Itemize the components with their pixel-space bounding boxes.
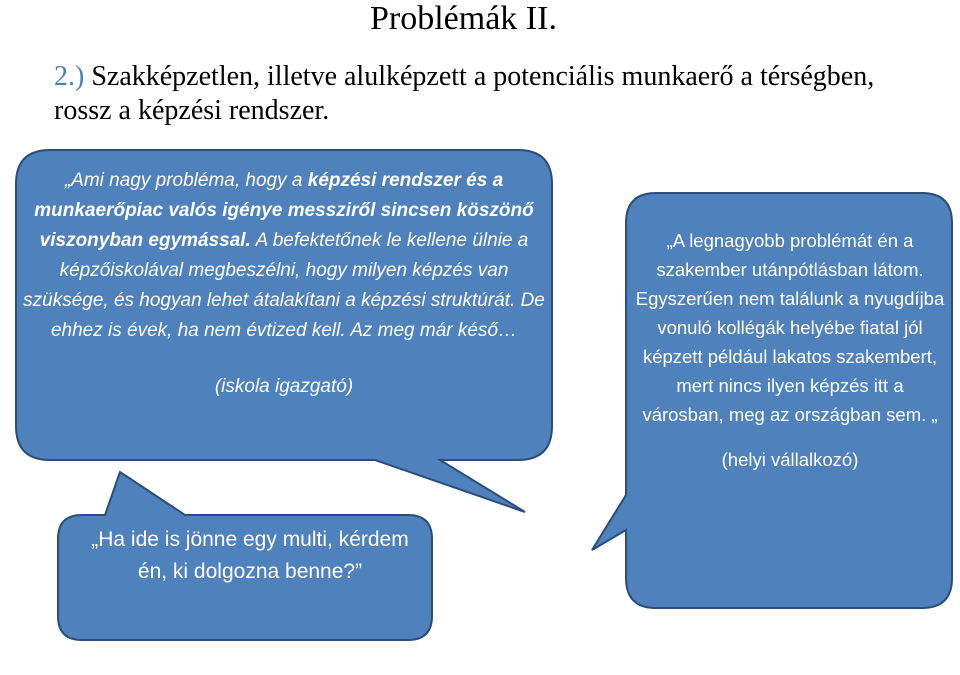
quote-bottom-text: „Ha ide is jönne egy multi, kérdem én, ki dolgozna benne?” <box>91 528 409 583</box>
slide-title: Problémák II. <box>370 0 557 37</box>
quote-right-attribution: (helyi vállalkozó) <box>721 449 859 470</box>
quote-left-attribution: (iskola igazgató) <box>214 376 354 397</box>
quote-right-text <box>634 226 946 474</box>
quote-right-body: „A legnagyobb problémát én a szakember utánpótlásban látom. Egyszerűen nem találunk a nyugdíjba vonuló kollégák helyébe fiatal jól képzett például lakatos szakembert, mert nincs ilyen képzés itt a városban, meg az országban sem. „ <box>635 230 945 425</box>
quote-left-part3: A befektetőnek le kellene ülnie a képzőiskolával megbeszélni, hogy milyen képzés van szüksége, és hogyan lehet átalakítani a képzési struktúrát. De ehhez is évek, ha nem évtized kell. Az meg már késő… <box>23 230 545 341</box>
quote-left-text <box>22 166 546 402</box>
quote-left-bold: képzési rendszer és a munkaerőpiac valós igénye messziről sincsen köszönő viszonyban egymással. <box>34 170 534 251</box>
quote-left-open-mark: „ <box>64 170 72 191</box>
subtitle-text: Szakképzetlen, illetve alulképzett a potenciális munkaerő a térségben, rossz a képzési rendszer. <box>54 61 875 126</box>
subtitle-number: 2.) <box>54 61 85 92</box>
quote-left-part1: Ami nagy probléma, hogy a <box>71 170 308 191</box>
